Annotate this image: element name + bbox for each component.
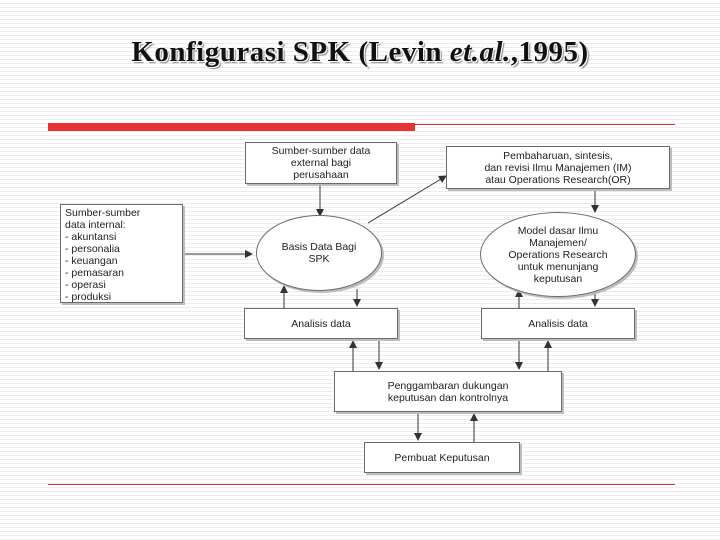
model-base-circle: Model dasar Ilmu Manajemen/ Operations Research untuk menunjang keputusan — [480, 212, 636, 297]
update-science-box: Pembaharuan, sintesis, dan revisi Ilmu Manajemen (IM) atau Operations Research(OR) — [446, 146, 670, 189]
database-circle: Basis Data Bagi SPK — [256, 215, 382, 291]
title-italic-text: et.al. — [449, 36, 511, 68]
title-text: Konfigurasi SPK (Levin — [131, 36, 450, 68]
decision-support-box: Penggambaran dukungan keputusan dan kontrolnya — [334, 371, 562, 412]
internal-data-box: Sumber-sumber data internal: - akuntansi - personalia - keuangan - pemasaran - operasi - produksi — [60, 204, 183, 303]
title-year-text: ,1995) — [510, 36, 589, 68]
external-data-box: Sumber-sumber data external bagi perusahaan — [245, 142, 397, 184]
analysis-box-left: Analisis data — [244, 308, 398, 339]
decision-maker-box: Pembuat Keputusan — [364, 442, 520, 473]
analysis-box-right: Analisis data — [481, 308, 635, 339]
